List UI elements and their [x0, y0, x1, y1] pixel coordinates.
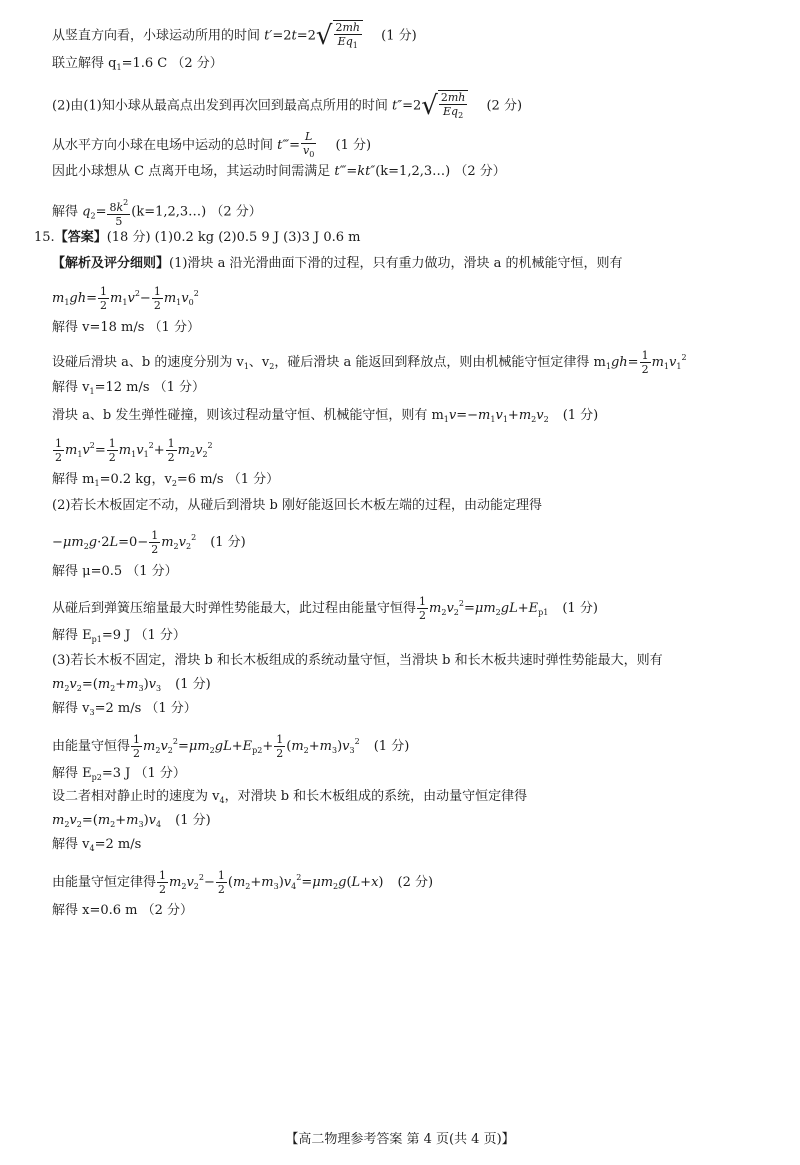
text: 解得 v [52, 701, 90, 716]
text-line [52, 562, 178, 582]
question-number: 15. [34, 230, 55, 245]
text-line [52, 651, 663, 671]
text-line: 由能量守恒得 $\frac{1}{2}$ $m_2v_2^2=\mu m_2gL+E_{p2}+$ $\frac{1}{2}$ $(m_2+m_3)v_3^2$ (1 分) [52, 733, 410, 760]
text-line: 设碰后滑块 a、b 的速度分别为 $v_1$、$v_2$，碰后滑块 a 能返回到释放点，则由机械能守恒定律得 $m_1gh=$ $\frac{1}{2}$ $m_1v_1^2$ [52, 349, 687, 376]
text: 解得 x=0.6 m （2 分） [52, 903, 194, 918]
text: 联立解得 q [52, 56, 117, 71]
formula-line: $m_1gh=$ $\frac{1}{2}$ $m_1v^2-$ $\frac{1}{2}$ $m_1v_0^2$ [52, 285, 199, 312]
text: 、v [248, 355, 270, 370]
text: (k=1,2,3…) （2 分） [131, 204, 262, 220]
text: 解得 μ=0.5 （1 分） [52, 564, 178, 579]
text: =3 J （1 分） [101, 766, 186, 781]
text-line: 因此小球想从 C 点离开电场，其运动时间需满足 t‴=kt″(k=1,2,3…) （2 分） [52, 164, 506, 179]
text-line [52, 496, 542, 516]
text: =1.6 C （2 分） [121, 56, 223, 71]
text: 解得 m [52, 472, 95, 487]
text-line: 从水平方向小球在电场中运动的总时间 t‴= $\frac{L}{v_0}$ (1 分) [52, 130, 372, 159]
text: 解得 [52, 204, 79, 220]
text-line: 解得 $v_4=2$ m/s [52, 837, 142, 853]
answer-text: (18 分) (1)0.2 kg (2)0.5 9 J (3)3 J 0.6 m [106, 230, 361, 245]
text-line: 解得 $v_3=2$ m/s （1 分） [52, 701, 197, 717]
text: 滑块 a、b 发生弹性碰撞，则该过程动量守恒、机械能守恒，则有 m [52, 408, 444, 423]
text-line: 解得 $v_1=12$ m/s （1 分） [52, 380, 206, 396]
text: 设二者相对静止时的速度为 v [52, 789, 220, 804]
analysis-label: 【解析及评分细则】 [52, 256, 170, 271]
text: =6 m/s （1 分） [176, 472, 280, 487]
answer-label: 【答案】 [54, 230, 107, 245]
text-line: 解得 $E_{p1}=9$ J （1 分） [52, 628, 186, 644]
text-line [52, 901, 193, 921]
text: 解得 v [52, 380, 90, 395]
text-line: (2)由(1)知小球从最高点出发到再次回到最高点所用的时间 t″=2√ $\frac{2mh}{Eq_2}$ (2 分) [52, 91, 523, 121]
formula-line: $m_2v_2=(m_2+m_3)v_3$ (1 分) [52, 677, 211, 693]
text-line: 解得 $m_1=0.2$ kg，$v_2=6$ m/s （1 分） [52, 472, 280, 488]
text: ，对滑块 b 和长木板组成的系统，由动量守恒定律得 [224, 789, 528, 804]
text-line: 解得 $q_2=$ $\frac{8k^2}{5}$ (k=1,2,3…) （2 分） [52, 198, 262, 228]
text-line [52, 318, 200, 338]
analysis-line [52, 254, 622, 274]
text: 解得 E [52, 628, 92, 643]
text-line: 解得 $E_{p2}=3$ J （1 分） [52, 766, 186, 782]
text: 由能量守恒定律得 [52, 875, 157, 890]
text: 解得 v=18 m/s （1 分） [52, 320, 200, 335]
text: (2)由(1)知小球从最高点出发到再次回到最高点所用的时间 [52, 98, 388, 114]
text-line: 由能量守恒定律得 $\frac{1}{2}$ $m_2v_2^2-$ $\frac{1}{2}$ $(m_2+m_3)v_4^2=\mu m_2g(L+x)$ (2 分) [52, 869, 434, 896]
text-line: 从竖直方向看，小球运动所用的时间 t′=2t=2√ $\frac{2mh}{Eq_1}$ (1 分) [52, 21, 417, 51]
text-line: 联立解得 $q_1=1.6$ C （2 分） [52, 56, 223, 72]
text: 由能量守恒得 [52, 739, 131, 754]
text: (k=1,2,3…) （2 分） [375, 164, 506, 179]
text: 设碰后滑块 a、b 的速度分别为 v [52, 355, 244, 370]
text: 因此小球想从 C 点离开电场，其运动时间需满足 [52, 164, 331, 179]
text: =0.2 kg，v [99, 472, 172, 487]
text-line: 从碰后到弹簧压缩量最大时弹性势能最大，此过程由能量守恒得 $\frac{1}{2}$ $m_2v_2^2=\mu m_2gL+E_{p1}$ (1 分) [52, 595, 598, 622]
text: 从水平方向小球在电场中运动的总时间 [52, 138, 274, 153]
text: =12 m/s （1 分） [94, 380, 206, 395]
page-footer: 【高二物理参考答案 第 4 页(共 4 页)】 [285, 1132, 515, 1147]
text-line: 设二者相对静止时的速度为 $v_4$，对滑块 b 和长木板组成的系统，由动量守恒定律得 [52, 789, 528, 805]
formula-line: $\frac{1}{2}$ $m_1v^2=$ $\frac{1}{2}$ $m_1v_1^2+$ $\frac{1}{2}$ $m_2v_2^2$ [55, 437, 213, 464]
formula-line: $-\mu m_2g\cdot 2L=0-$ $\frac{1}{2}$ $m_2v_2^2$ (1 分) [52, 529, 246, 556]
text: (2)若长木板固定不动，从碰后到滑块 b 刚好能返回长木板左端的过程，由动能定理得 [52, 498, 543, 513]
text: ，碰后滑块 a 能返回到释放点，则由机械能守恒定律得 m [274, 355, 606, 370]
text: =9 J （1 分） [101, 628, 186, 643]
text: 解得 v [52, 837, 90, 852]
text: =2 m/s [94, 837, 142, 852]
text: 解得 E [52, 766, 92, 781]
text: (1)滑块 a 沿光滑曲面下滑的过程，只有重力做功，滑块 a 的机械能守恒，则有 [169, 256, 623, 271]
text: 从竖直方向看，小球运动所用的时间 [52, 28, 261, 44]
formula-line: $m_2v_2=(m_2+m_3)v_4$ (1 分) [52, 813, 211, 829]
text: =2 m/s （1 分） [94, 701, 197, 716]
answer-line [34, 228, 360, 248]
text: 从碰后到弹簧压缩量最大时弹性势能最大，此过程由能量守恒得 [52, 601, 417, 616]
text-line: 滑块 a、b 发生弹性碰撞，则该过程动量守恒、机械能守恒，则有 $m_1v=-m_1v_1+m_2v_2$ (1 分) [52, 408, 599, 424]
text: (3)若长木板不固定，滑块 b 和长木板组成的系统动量守恒，当滑块 b 和长木板共速时弹性势能最大，则有 [52, 653, 663, 668]
